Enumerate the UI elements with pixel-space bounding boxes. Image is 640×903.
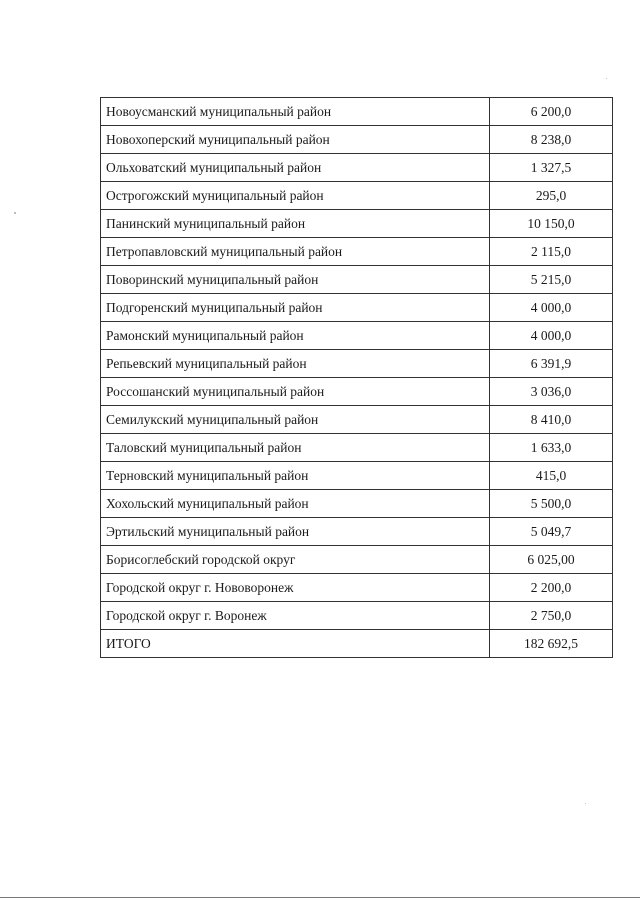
amount-cell: 1 327,5 <box>490 154 613 182</box>
district-name-cell: Россошанский муниципальный район <box>101 378 490 406</box>
total-label-cell: ИТОГО <box>101 630 490 658</box>
scan-speck <box>606 78 607 79</box>
district-name-cell: Хохольский муниципальный район <box>101 490 490 518</box>
table-row <box>101 294 613 322</box>
table-row <box>101 378 613 406</box>
amount-cell: 8 410,0 <box>490 406 613 434</box>
district-name-cell: Подгоренский муниципальный район <box>101 294 490 322</box>
amount-cell: 5 500,0 <box>490 490 613 518</box>
district-name-cell: Борисоглебский городской округ <box>101 546 490 574</box>
table-row <box>101 126 613 154</box>
table-row <box>101 154 613 182</box>
amount-cell: 2 115,0 <box>490 238 613 266</box>
total-amount-cell: 182 692,5 <box>490 630 613 658</box>
amount-cell: 5 215,0 <box>490 266 613 294</box>
table-row <box>101 602 613 630</box>
district-name-cell: Петропавловский муниципальный район <box>101 238 490 266</box>
amount-cell: 3 036,0 <box>490 378 613 406</box>
amount-cell: 6 025,00 <box>490 546 613 574</box>
scan-speck <box>14 212 16 214</box>
district-name-cell: Новохоперский муниципальный район <box>101 126 490 154</box>
table-row <box>101 546 613 574</box>
amount-cell: 4 000,0 <box>490 322 613 350</box>
district-name-cell: Семилукский муниципальный район <box>101 406 490 434</box>
scan-edge-line <box>0 897 640 898</box>
table-row <box>101 490 613 518</box>
amount-cell: 2 200,0 <box>490 574 613 602</box>
amount-cell: 10 150,0 <box>490 210 613 238</box>
district-name-cell: Терновский муниципальный район <box>101 462 490 490</box>
district-name-cell: Панинский муниципальный район <box>101 210 490 238</box>
amount-cell: 1 633,0 <box>490 434 613 462</box>
table-row <box>101 350 613 378</box>
district-name-cell: Рамонский муниципальный район <box>101 322 490 350</box>
allocation-table <box>100 97 613 658</box>
table-row <box>101 434 613 462</box>
amount-cell: 415,0 <box>490 462 613 490</box>
amount-cell: 5 049,7 <box>490 518 613 546</box>
allocation-table-body <box>101 98 613 658</box>
total-row <box>101 630 613 658</box>
table-row <box>101 322 613 350</box>
table-row <box>101 238 613 266</box>
table-row <box>101 462 613 490</box>
district-name-cell: Репьевский муниципальный район <box>101 350 490 378</box>
amount-cell: 8 238,0 <box>490 126 613 154</box>
district-name-cell: Городской округ г. Воронеж <box>101 602 490 630</box>
amount-cell: 6 200,0 <box>490 98 613 126</box>
table-row <box>101 266 613 294</box>
table-row <box>101 574 613 602</box>
amount-cell: 6 391,9 <box>490 350 613 378</box>
district-name-cell: Поворинский муниципальный район <box>101 266 490 294</box>
district-name-cell: Острогожский муниципальный район <box>101 182 490 210</box>
table-row <box>101 406 613 434</box>
table-row <box>101 182 613 210</box>
district-name-cell: Городской округ г. Нововоронеж <box>101 574 490 602</box>
table-row <box>101 210 613 238</box>
amount-cell: 4 000,0 <box>490 294 613 322</box>
district-name-cell: Таловский муниципальный район <box>101 434 490 462</box>
amount-cell: 295,0 <box>490 182 613 210</box>
district-name-cell: Ольховатский муниципальный район <box>101 154 490 182</box>
district-name-cell: Эртильский муниципальный район <box>101 518 490 546</box>
table-row <box>101 98 613 126</box>
amount-cell: 2 750,0 <box>490 602 613 630</box>
district-name-cell: Новоусманский муниципальный район <box>101 98 490 126</box>
scan-speck <box>585 803 586 804</box>
table-row <box>101 518 613 546</box>
